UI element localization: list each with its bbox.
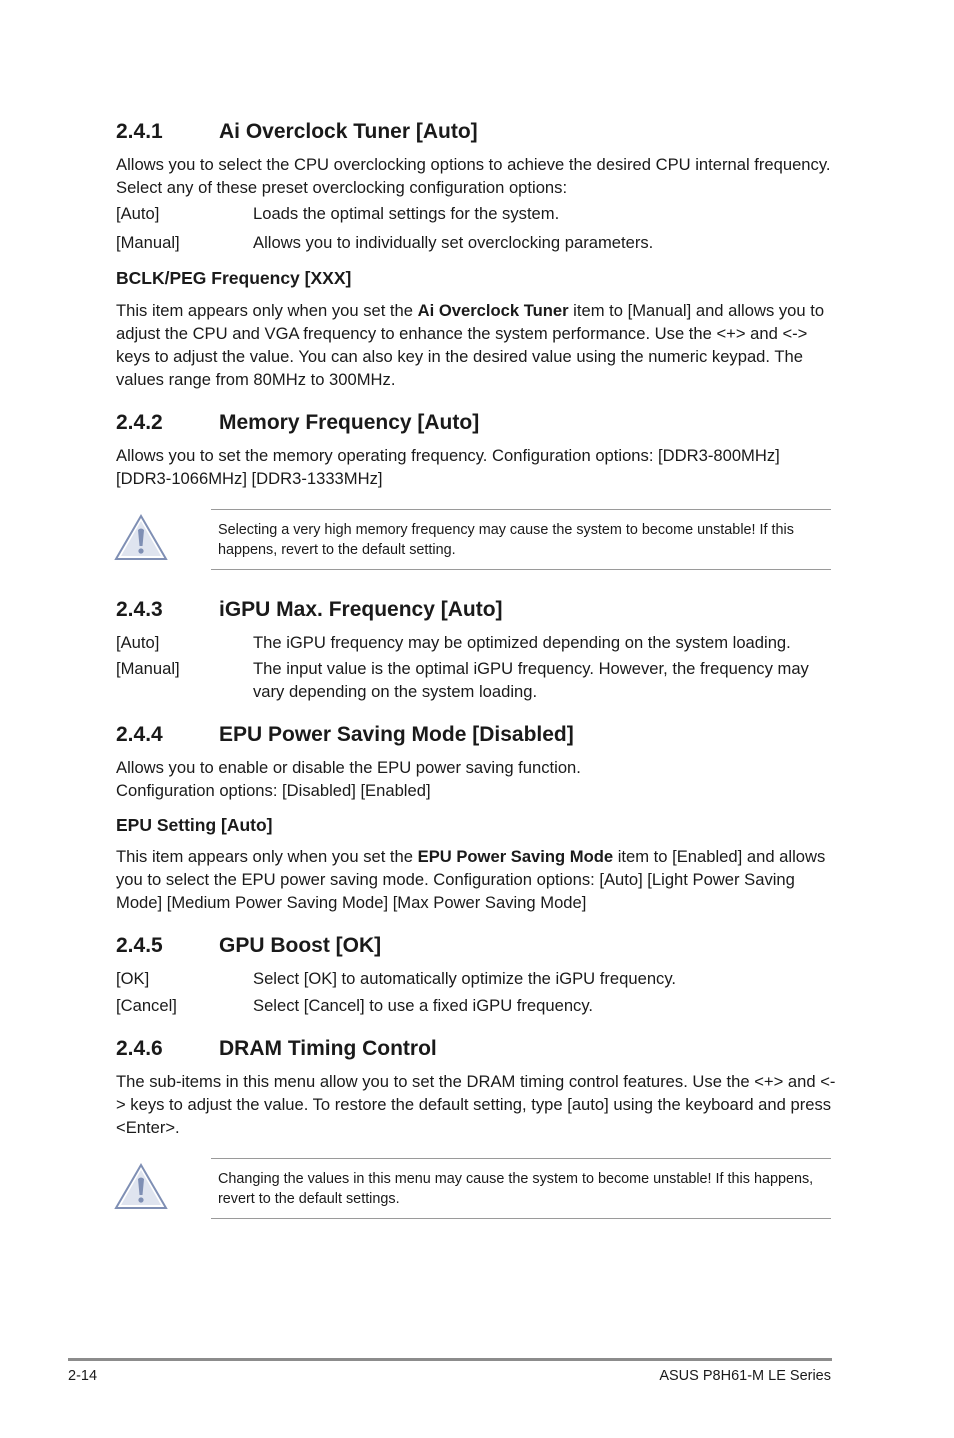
option-row <box>116 967 856 991</box>
section-2-4-1-heading <box>116 120 816 146</box>
option-key: [Auto] <box>116 633 160 652</box>
subsection-bclk-heading: BCLK/PEG Frequency [XXX] <box>116 268 352 288</box>
subsection-epu-setting-heading: EPU Setting [Auto] <box>116 815 273 835</box>
caution-note: Changing the values in this menu may cause the system to become unstable! If this happens, revert to the default settings. <box>218 1171 814 1207</box>
option-desc: Loads the optimal settings for the system. <box>253 204 560 223</box>
note-bottom-rule <box>211 569 831 570</box>
section-2-4-4-intro: Allows you to enable or disable the EPU power saving function. Configuration options: [Disabled] [Enabled] <box>116 758 581 800</box>
section-title: Memory Frequency [Auto] <box>219 411 480 434</box>
section-2-4-5-heading <box>116 934 816 960</box>
option-key: [Manual] <box>116 233 180 252</box>
option-desc: The input value is the optimal iGPU frequency. However, the frequency may vary depending on the system loading. <box>253 659 809 701</box>
warning-triangle-icon <box>114 1161 168 1211</box>
section-number: 2.4.3 <box>116 598 163 621</box>
note-top-rule <box>211 1158 831 1159</box>
section-title: GPU Boost [OK] <box>219 934 382 957</box>
section-number: 2.4.4 <box>116 723 163 746</box>
section-number: 2.4.1 <box>116 120 163 143</box>
option-desc: Allows you to individually set overclocking parameters. <box>253 233 654 252</box>
section-2-4-6-heading <box>116 1037 816 1063</box>
section-2-4-1-intro: Allows you to select the CPU overclocking options to achieve the desired CPU internal frequency. Select any of these preset overclocking configuration options: <box>116 155 831 197</box>
option-desc: The iGPU frequency may be optimized depending on the system loading. <box>253 633 791 652</box>
option-row <box>116 202 856 226</box>
section-title: DRAM Timing Control <box>219 1037 437 1060</box>
warning-triangle-icon <box>114 512 168 562</box>
section-2-4-4-heading <box>116 723 816 749</box>
section-title: Ai Overclock Tuner [Auto] <box>219 120 478 143</box>
bold-term: EPU Power Saving Mode <box>417 847 614 866</box>
option-key: [Auto] <box>116 204 160 223</box>
option-key: [Manual] <box>116 659 180 678</box>
caution-note: Selecting a very high memory frequency may cause the system to become unstable! If this happens, revert to the default setting. <box>218 522 794 558</box>
subsection-epu-setting-body: This item appears only when you set the EPU Power Saving Mode item to [Enabled] and allows you to select the EPU power saving mode. Configuration options: [Auto] [Light Power Saving Mode] [Medium Power Saving Mode] [Max Power Saving Mode] <box>116 847 826 912</box>
section-number: 2.4.2 <box>116 411 163 434</box>
option-desc: Select [Cancel] to use a fixed iGPU frequency. <box>253 996 594 1015</box>
section-2-4-2-intro: Allows you to set the memory operating frequency. Configuration options: [DDR3-800MHz] [DDR3-1066MHz] [DDR3-1333MHz] <box>116 446 780 488</box>
note-bottom-rule <box>211 1218 831 1219</box>
option-row <box>116 231 856 255</box>
bold-term: Ai Overclock Tuner <box>417 301 569 320</box>
product-name: ASUS P8H61-M LE Series <box>659 1368 831 1384</box>
section-2-4-2-heading <box>116 411 816 437</box>
option-row <box>116 994 856 1018</box>
option-row <box>116 657 856 705</box>
footer-rule <box>68 1358 832 1361</box>
note-top-rule <box>211 509 831 510</box>
option-key: [OK] <box>116 969 150 988</box>
section-title: iGPU Max. Frequency [Auto] <box>219 598 503 621</box>
option-row <box>116 631 856 655</box>
section-2-4-3-heading <box>116 598 816 624</box>
option-desc: Select [OK] to automatically optimize the iGPU frequency. <box>253 969 677 988</box>
option-key: [Cancel] <box>116 996 177 1015</box>
page-number: 2-14 <box>68 1368 98 1384</box>
section-title: EPU Power Saving Mode [Disabled] <box>219 723 574 746</box>
section-2-4-6-intro: The sub-items in this menu allow you to set the DRAM timing control features. Use the <+> and <-> keys to adjust the value. To restore the default setting, type [auto] using the keyboard and press <Enter>. <box>116 1072 836 1137</box>
section-number: 2.4.5 <box>116 934 163 957</box>
subsection-bclk-body: This item appears only when you set the Ai Overclock Tuner item to [Manual] and allows you to adjust the CPU and VGA frequency to enhance the system performance. Use the <+> and <-> keys to adjust the value. You can also key in the desired value using the numeric keypad. The values range from 80MHz to 300MHz. <box>116 301 825 389</box>
section-number: 2.4.6 <box>116 1037 163 1060</box>
